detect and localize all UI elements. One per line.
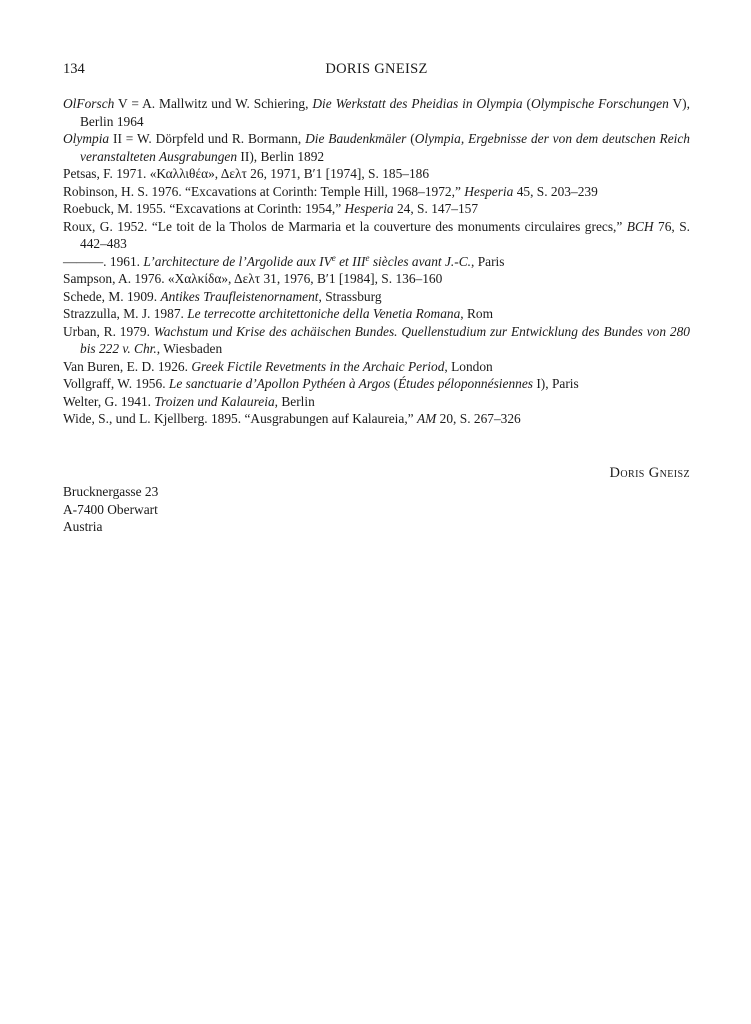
entry-text: II), Berlin 1892 (237, 148, 325, 164)
entry-italic-text: Études péloponnésiennes (398, 376, 533, 391)
entry-italic-text: AM (416, 411, 437, 426)
entry-text: , Strassburg (318, 288, 382, 304)
entry-text: II = W. Dörpfeld und R. Bormann, (109, 131, 306, 146)
entry-text: , Berlin (274, 393, 315, 409)
entry-italic-text: Die Baudenkmäler (305, 131, 407, 146)
entry-text: ( (406, 131, 415, 146)
entry-text: 20, S. 267–326 (436, 411, 521, 426)
entry-superscript: e (365, 252, 370, 263)
entry-text: Roux, G. 1952. “Le toit de la Tholos de Marmaria et la couverture des monuments circulaires grecs,” (63, 218, 627, 234)
entry-text: , Rom (460, 306, 494, 321)
bibliography-entry (63, 305, 690, 323)
entry-text: I), Paris (533, 376, 579, 391)
address-street: Brucknergasse 23 (63, 484, 159, 499)
entry-italic-text: siècles avant J.-C. (369, 253, 472, 269)
entry-text: 76, S. 442–483 (80, 218, 691, 251)
entry-italic-text: Die Werkstatt des Pheidias in Olympia (312, 96, 523, 111)
bibliography-entry (63, 253, 690, 271)
bibliography-entry (63, 270, 690, 288)
entry-text: V), Berlin 1964 (80, 96, 690, 129)
bibliography-entry (63, 165, 690, 183)
entry-text: Vollgraff, W. 1956. (63, 376, 169, 391)
entry-text: Sampson, A. 1976. «Χαλκίδα», Δελτ 31, 1976, B′1 [1984], S. 136–160 (63, 271, 443, 286)
entry-italic-text: Olympia, Ergebnisse der von dem deutschen Reich veranstalteten Ausgrabungen (80, 131, 690, 164)
entry-italic-text: et III (335, 253, 366, 269)
bibliography-entry (63, 218, 690, 253)
entry-italic-text: BCH (626, 218, 654, 234)
entry-italic-text: Hesperia (464, 183, 514, 199)
bibliography-entry (63, 393, 690, 411)
entry-superscript: e (331, 252, 336, 263)
entry-italic-text: Wachstum und Krise des achäischen Bundes. Quellenstudium zur Entwicklung des Bundes von 280 bis 222 v. Chr. (80, 323, 690, 356)
entry-text: Strazzulla, M. J. 1987. (63, 306, 188, 321)
entry-text: 24, S. 147–157 (393, 201, 479, 216)
entry-italic-text: Antikes Traufleistenornament (160, 288, 319, 304)
running-head: DORIS GNEISZ (325, 61, 428, 77)
entry-italic-text: Greek Fictile Revetments in the Archaic Period (191, 358, 445, 374)
bibliography-entry (63, 288, 690, 306)
entry-italic-text: Le terrecotte architettoniche della Venetia Romana (187, 306, 461, 321)
entry-text: Robinson, H. S. 1976. “Excavations at Corinth: Temple Hill, 1968–1972,” (63, 183, 465, 199)
entry-text: V = A. Mallwitz und W. Schiering, (114, 96, 313, 111)
page-header (63, 61, 690, 81)
entry-italic-text: Le sanctuarie d’Apollon Pythéen à Argos (168, 376, 391, 391)
entry-text: ———. 1961. (63, 253, 144, 269)
entry-text: Urban, R. 1979. (63, 323, 154, 339)
entry-italic-text: L’architecture de l’Argolide aux IV (143, 253, 332, 269)
entry-italic-text: Hesperia (344, 201, 394, 216)
bibliography-list (63, 95, 690, 428)
entry-text: Welter, G. 1941. (63, 393, 155, 409)
page-number: 134 (63, 61, 85, 77)
entry-italic-text: Troizen und Kalaureia (154, 393, 275, 409)
bibliography-entry (63, 183, 690, 201)
entry-text: Petsas, F. 1971. «Καλλιθέα», Δελτ 26, 1971, B′1 [1974], S. 185–186 (63, 166, 430, 181)
author-address (63, 483, 158, 536)
entry-text: ( (522, 96, 532, 111)
entry-italic-text: OlForsch (63, 96, 115, 111)
entry-italic-text: Olympische Forschungen (531, 96, 669, 111)
bibliography-entry (63, 375, 690, 393)
entry-text: , Wiesbaden (156, 341, 223, 356)
entry-italic-text: Olympia (63, 131, 110, 146)
entry-text: , Paris (471, 253, 505, 269)
address-country: Austria (63, 519, 103, 534)
bibliography-entry (63, 200, 690, 218)
entry-text: 45, S. 203–239 (513, 183, 598, 199)
address-city: A-7400 Oberwart (63, 501, 158, 517)
entry-text: ( (390, 376, 398, 391)
entry-text: , London (444, 358, 493, 374)
bibliography-entry (63, 358, 690, 376)
bibliography-entry (63, 95, 690, 130)
bibliography-entry (63, 410, 690, 428)
entry-text: Schede, M. 1909. (63, 288, 161, 304)
entry-text: Van Buren, E. D. 1926. (63, 358, 192, 374)
entry-text: Wide, S., und L. Kjellberg. 1895. “Ausgrabungen auf Kalaureia,” (63, 411, 417, 426)
bibliography-entry (63, 323, 690, 358)
entry-text: Roebuck, M. 1955. “Excavations at Corinth: 1954,” (63, 201, 345, 216)
author-signature: Doris Gneisz (609, 465, 690, 481)
bibliography-entry (63, 130, 690, 165)
